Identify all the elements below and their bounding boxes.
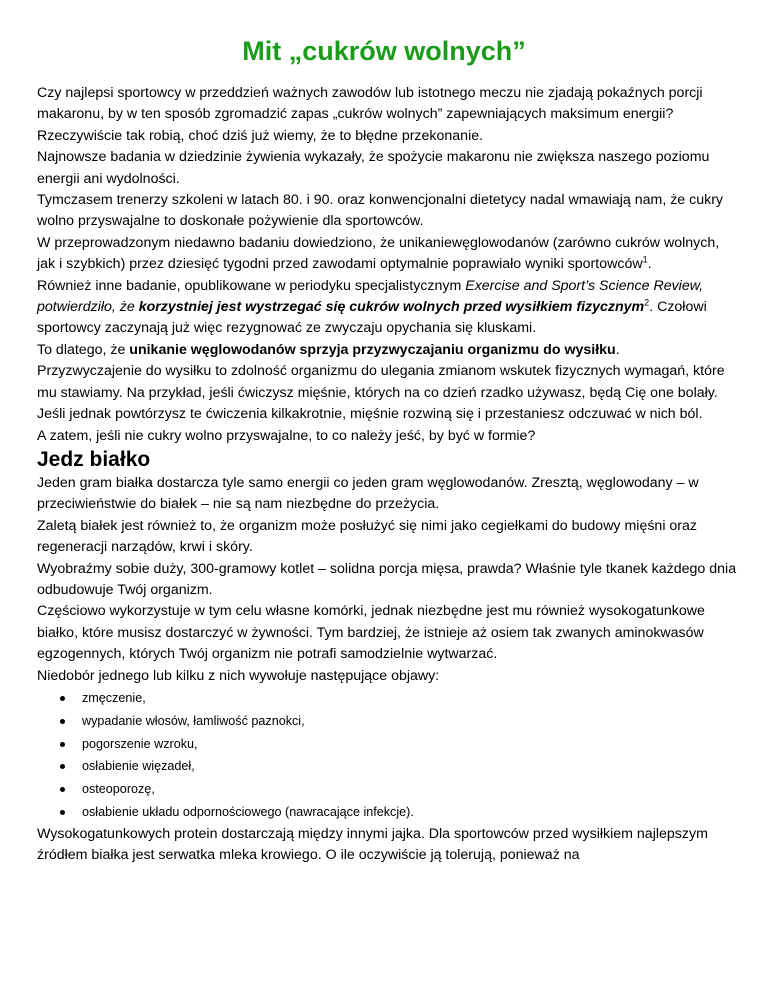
list-item [82, 687, 737, 710]
emphasis-text-italic: korzystniej jest wystrzegać się cukrów wolnych przed wysiłkiem fizycznym [138, 299, 645, 316]
footnote-ref: 1 [642, 254, 648, 265]
paragraph: Zaletą białek jest również to, że organizm może posłużyć się nimi jako cegiełkami do budowy mięśni oraz regeneracji narządów, krwi i skóry. [37, 517, 698, 556]
bullet-icon [60, 764, 65, 769]
paragraph [37, 233, 737, 276]
list-item [82, 801, 737, 824]
paragraph: Częściowo wykorzystuje w tym celu własne komórki, jednak niezbędne jest mu również wysokogatunkowe białko, które musisz dostarczyć w żywności. Tym bardziej, że istnieje aż osiem tak zwanych aminokwasów egzogennych, których Twój organizm nie potrafi samodzielnie wytwarzać. [37, 603, 705, 663]
paragraph: Przyzwyczajenie do wysiłku to zdolność organizmu do ulegania zmianom wskutek fizycznych wymagań, które mu stawiamy. Na przykład, jeśli ćwiczysz mięśnie, których na co dzień rzadko używasz, będą Cię one bolały. Jeśli jednak powtórzysz te ćwiczenia kilkakrotnie, mięśnie rozwiną się i przestaniesz odczuwać w nich ból. [37, 363, 725, 423]
list-item [82, 755, 737, 778]
page-title: Mit „cukrów wolnych” [242, 36, 526, 66]
bullet-icon [60, 719, 65, 724]
bullet-icon [60, 810, 65, 815]
list-item-text: osłabienie więzadeł, [82, 759, 195, 774]
bullet-icon [60, 742, 65, 747]
paragraph [37, 340, 737, 361]
paragraph: Rzeczywiście tak robią, choć dziś już wiemy, że to błędne przekonanie. [37, 127, 484, 144]
paragraph [37, 276, 737, 340]
paragraph-text: Również inne badanie, opublikowane w periodyku specjalistycznym [37, 277, 466, 294]
section-heading: Jedz białko [37, 447, 151, 471]
list-item-text: osteoporozę, [82, 782, 155, 797]
journal-name: Exercise and Sport’s Science Review, potwierdziło, że [37, 277, 704, 316]
paragraph-text: . [647, 256, 652, 273]
paragraph: Niedobór jednego lub kilku z nich wywołuje następujące objawy: [37, 667, 440, 684]
bullet-icon [60, 696, 65, 701]
footnote-ref: 2 [644, 297, 650, 308]
symptoms-list [37, 687, 737, 824]
article-body [37, 83, 737, 867]
paragraph-text: W przeprowadzonym niedawno badaniu dowiedziono, że unikaniewęglowodanów (zarówno cukrów wolnych, jak i szybkich) przez dziesięć tygodni przed zawodami optymalnie poprawiało wyniki sportowców [37, 234, 720, 273]
list-item-text: zmęczenie, [82, 690, 146, 705]
paragraph: Wysokogatunkowych protein dostarczają między innymi jajka. Dla sportowców przed wysiłkiem najlepszym źródłem białka jest serwatka mleka krowiego. O ile oczywiście ją tolerują, ponieważ na [37, 825, 708, 864]
list-item [82, 733, 737, 756]
paragraph: Czy najlepsi sportowcy w przeddzień ważnych zawodów lub istotnego meczu nie zjadają pokaźnych porcji makaronu, by w ten sposób zgromadzić zapas „cukrów wolnych” zapewniających maksimum energii? [37, 85, 703, 123]
emphasis-text: unikanie węglowodanów sprzyja przyzwyczajaniu organizmu do wysiłku [129, 341, 616, 358]
paragraph: Wyobraźmy sobie duży, 300-gramowy kotlet – solidna porcja mięsa, prawda? Właśnie tyle tkanek każdego dnia odbudowuje Twój organizm. [37, 560, 737, 598]
list-item [82, 710, 737, 733]
list-item-text: osłabienie układu odpornościowego (nawracające infekcje). [82, 804, 414, 819]
paragraph: Jeden gram białka dostarcza tyle samo energii co jeden gram węglowodanów. Zresztą, węglowodany – w przeciwieństwie do białek – nie są nam niezbędne do przeżycia. [37, 474, 699, 513]
paragraph: Tymczasem trenerzy szkoleni w latach 80. i 90. oraz konwencjonalni dietetycy nadal wmawiają nam, że cukry wolno przyswajalne to doskonałe pożywienie dla sportowców. [37, 192, 724, 230]
paragraph: Najnowsze badania w dziedzinie żywienia wykazały, że spożycie makaronu nie zwiększa naszego poziomu energii ani wydolności. [37, 149, 710, 187]
paragraph: A zatem, jeśli nie cukry wolno przyswajalne, to co należy jeść, by być w formie? [37, 427, 536, 444]
paragraph-text: To dlatego, że [37, 341, 130, 358]
list-item [82, 778, 737, 801]
paragraph-text: . Czołowi sportowcy zaczynają już więc rezygnować ze zwyczaju opychania się kluskami. [37, 299, 707, 337]
list-item-text: pogorszenie wzroku, [82, 736, 198, 751]
bullet-icon [60, 787, 65, 792]
emphasis-text [139, 299, 644, 315]
list-item-text: wypadanie włosów, łamliwość paznokci, [82, 713, 305, 728]
paragraph-text: . [615, 341, 620, 358]
